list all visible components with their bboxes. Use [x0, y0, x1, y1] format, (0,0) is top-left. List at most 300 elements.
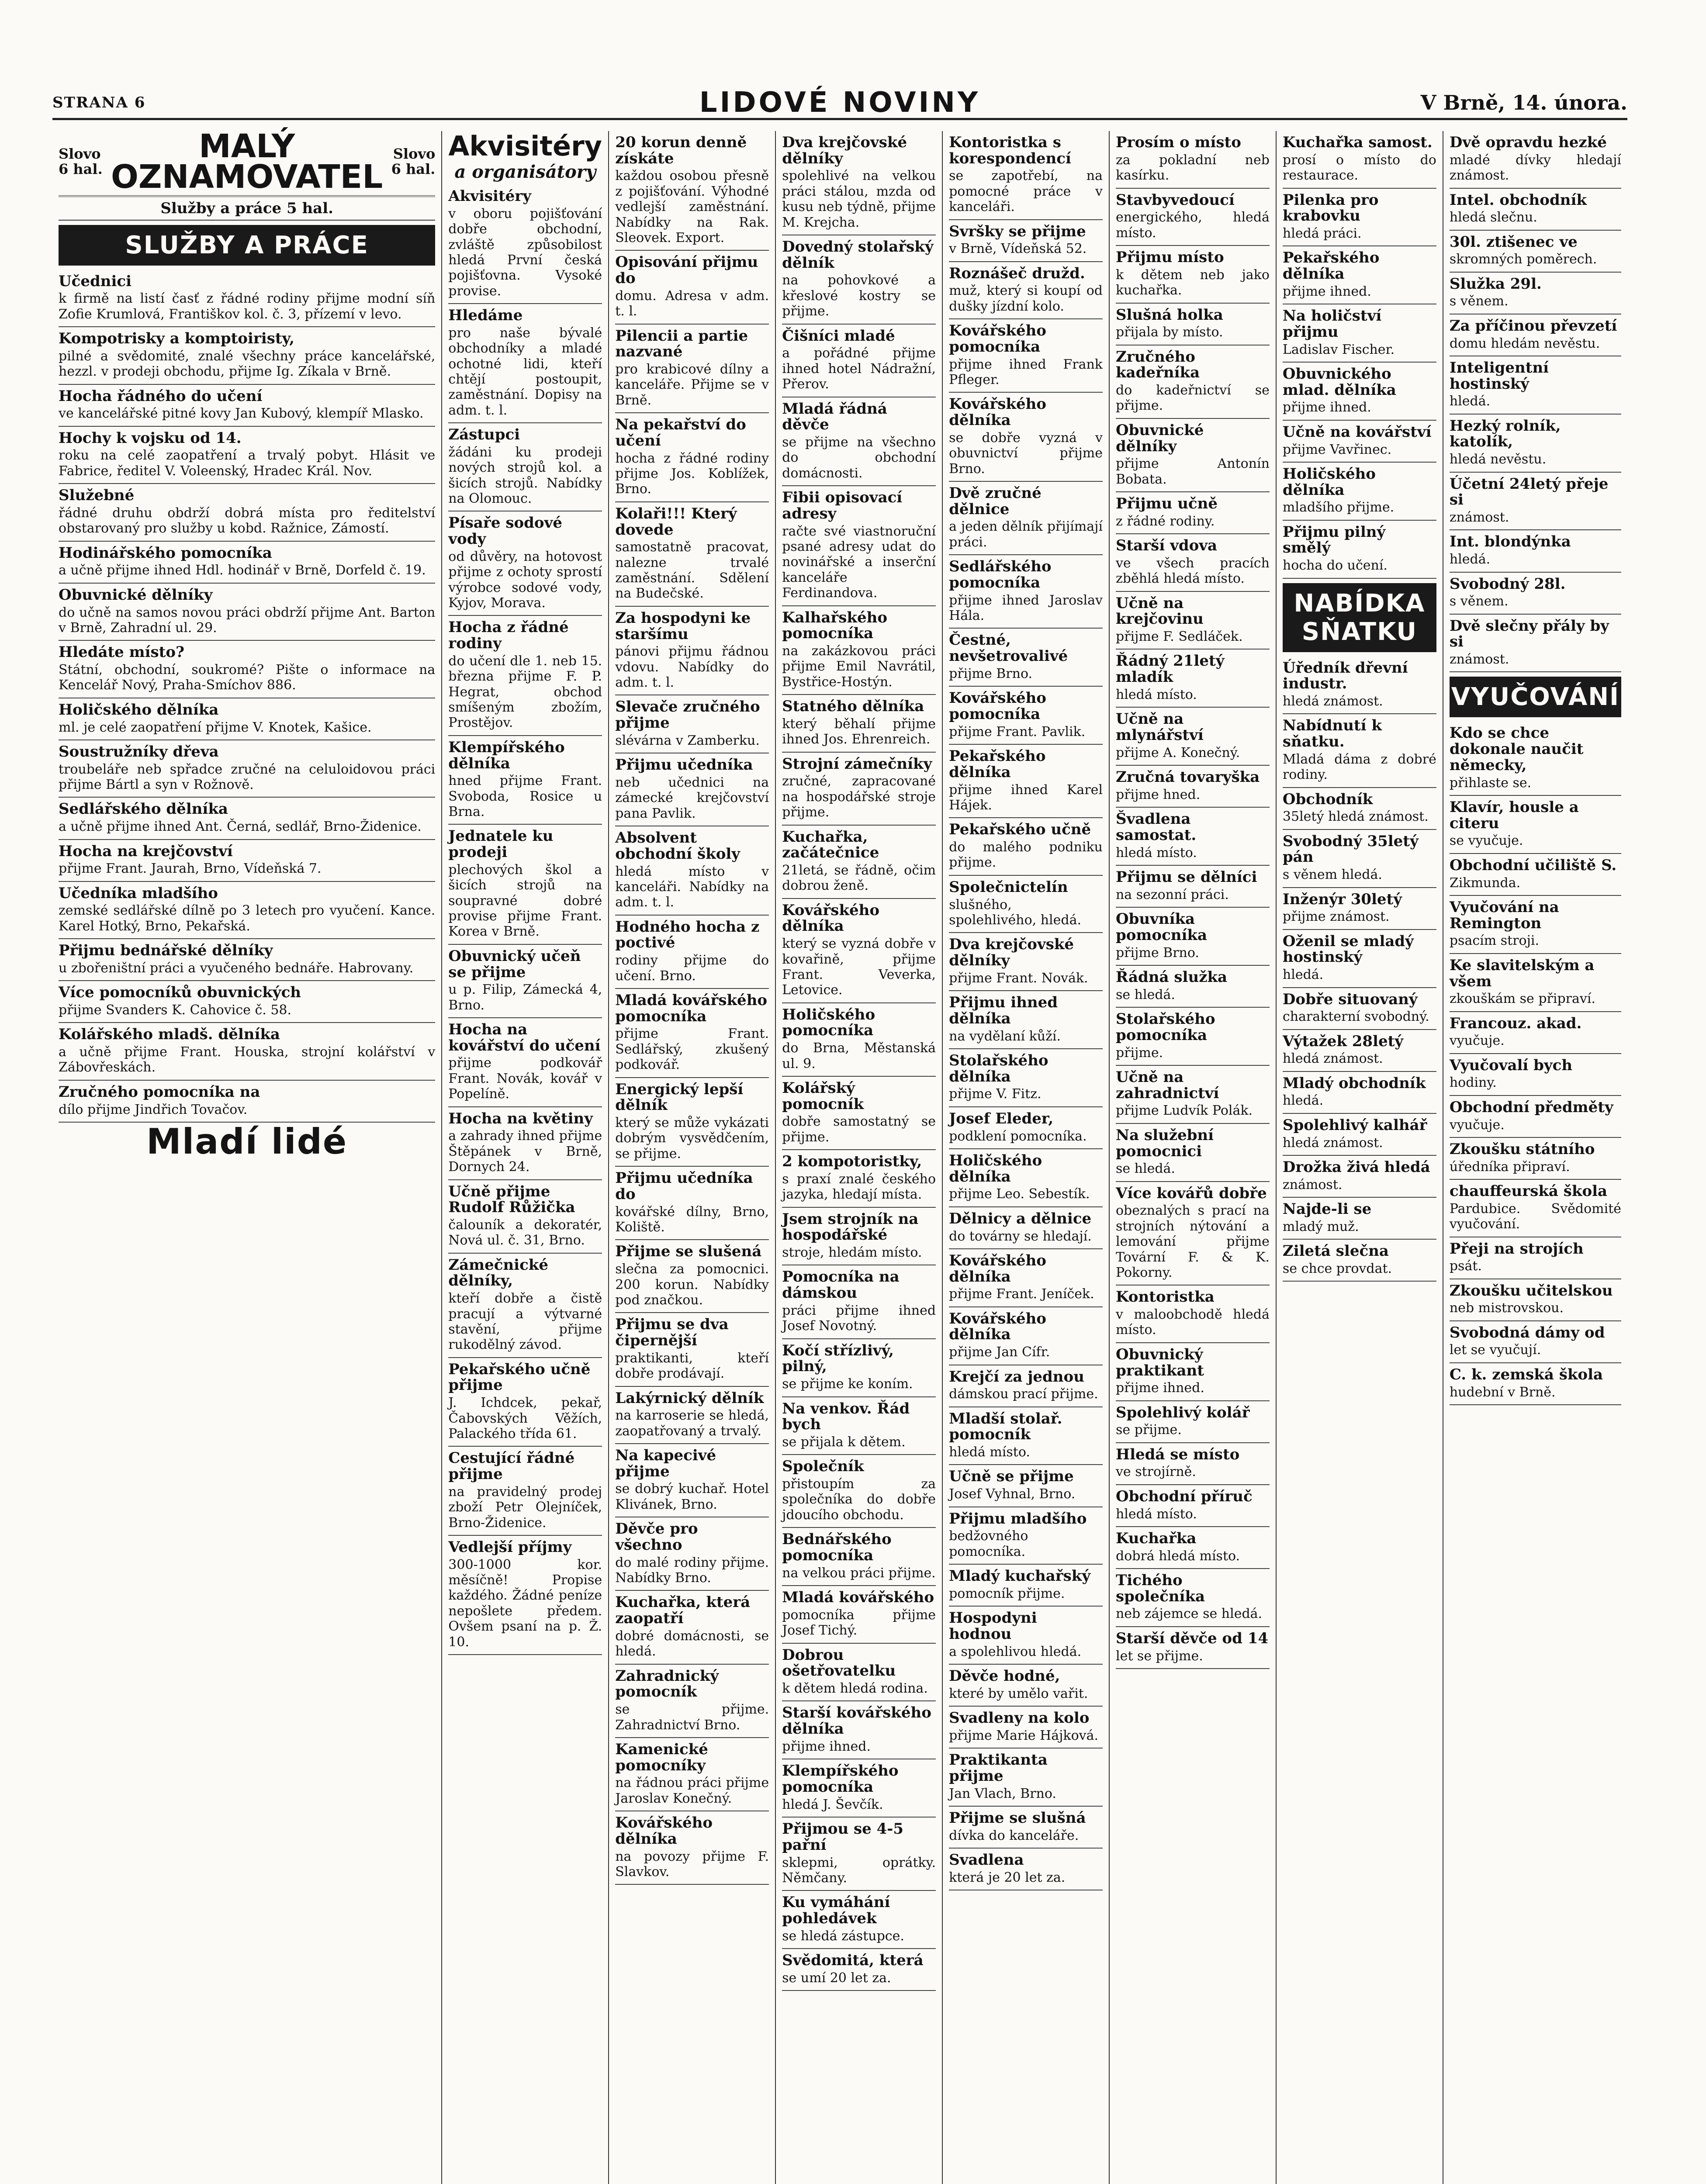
ad-heading: Kolářský pomocník	[782, 1079, 864, 1113]
ad-body: na sezonní práci.	[1115, 887, 1229, 902]
classified-ad	[949, 131, 1103, 220]
ad-heading: Čestné, nevšetrovalivé	[949, 631, 1068, 665]
ad-body: se přijme ke koním.	[782, 1376, 913, 1392]
ad-body: sklepmi, oprátky. Němčany.	[782, 1855, 936, 1886]
ad-body: dobré domácnosti, se hledá.	[615, 1628, 769, 1659]
classified-ad	[782, 1003, 936, 1077]
ad-heading: Klavír, housle a citeru	[1449, 798, 1579, 832]
ad-body: se hledá.	[1115, 987, 1175, 1002]
classified-ad	[1450, 796, 1621, 854]
classified-ad	[949, 482, 1103, 555]
classified-ad	[59, 1023, 435, 1081]
classified-ad	[448, 423, 602, 511]
ad-heading: 2 kompotoristky,	[782, 1153, 922, 1171]
classified-ad	[1450, 1096, 1621, 1138]
ad-body: přijme Brno.	[949, 666, 1033, 681]
classified-ad	[1116, 1008, 1270, 1066]
ad-body: přijme.	[1115, 1045, 1163, 1061]
ad-heading: Výtažek 28letý	[1282, 1032, 1404, 1050]
ad-body: mladšího přijme.	[1282, 500, 1395, 515]
ad-heading: Zručná tovaryška	[1115, 768, 1260, 786]
ad-heading: Svršky se přijme	[949, 222, 1086, 240]
classified-ad	[448, 304, 602, 423]
classified-ad	[1116, 1527, 1270, 1569]
ad-body: hledá.	[1449, 394, 1491, 409]
ad-body: zručné, zapracované na hospodářské stroje přijme.	[782, 774, 936, 820]
classified-ad	[1283, 521, 1436, 579]
ad-heading: Hledáme	[448, 307, 523, 325]
ad-body: pro krabicové dílny a kanceláře. Přijme se v Brně.	[615, 362, 769, 408]
classified-ad	[615, 1811, 769, 1885]
ad-columns	[52, 128, 1627, 2184]
ad-body: Mladá dáma z dobré rodiny.	[1282, 751, 1436, 783]
ad-body: který se vyzná dobře v kovařině, přijme Frant. Veverka, Letovice.	[782, 936, 936, 998]
ad-heading: Učně na zahradnictví	[1115, 1068, 1219, 1102]
classified-ad	[1283, 988, 1436, 1030]
classified-ad	[1116, 419, 1270, 492]
ad-body: dobrá hledá místo.	[1115, 1548, 1240, 1564]
ad-body: přijme ihned.	[1282, 283, 1371, 299]
ad-heading: Dva krejčovské dělníky	[949, 936, 1074, 970]
section-subtitle-akvisitery: a organisátory	[454, 162, 596, 182]
classified-ad	[782, 1586, 936, 1644]
classified-ad	[782, 695, 936, 753]
price-left: Slovo 6 hal.	[59, 145, 103, 178]
ad-body: se přijme na všechno do obchodní domácnosti.	[782, 434, 936, 481]
ad-body: s věnem.	[1449, 294, 1509, 309]
classified-ad	[1450, 1279, 1621, 1321]
ad-heading: Energický lepší dělník	[615, 1080, 744, 1114]
classified-ad	[1450, 1138, 1621, 1180]
classified-ad	[1116, 346, 1270, 419]
ad-body: se umí 20 let za.	[782, 1970, 891, 1986]
classified-ad	[949, 1249, 1103, 1307]
classified-ad	[448, 1536, 602, 1655]
ad-body: hledá známost.	[1282, 1051, 1383, 1067]
ad-heading: Spolehlivý kolář	[1115, 1403, 1250, 1421]
ad-heading: Obchodník	[1282, 790, 1373, 808]
classified-ad	[59, 740, 435, 798]
ad-heading: Dvě zručné dělnice	[949, 484, 1042, 518]
classified-ad	[1116, 246, 1270, 304]
classified-header	[59, 128, 436, 197]
ad-heading: Učednici	[59, 272, 132, 290]
ad-body: od důvěry, na hotovost přijme z ochoty sprostí výrobce sodové vody, Kyjov, Morava.	[448, 549, 602, 611]
column-5-ads	[949, 131, 1103, 1890]
ad-body: hned přijme Frant. Svoboda, Rosice u Brna.	[448, 773, 602, 820]
ad-body: a jeden dělník přijímají práci.	[949, 519, 1103, 550]
ad-body: stroje, hledám místo.	[782, 1245, 922, 1261]
ad-body: podklení pomocníka.	[949, 1128, 1087, 1144]
ad-body: přijme ihned Frank Pfleger.	[949, 356, 1103, 388]
ad-body: ml. je celé zaopatření přijme V. Knotek, Kašice.	[59, 719, 372, 735]
ad-body: J. Ichdcek, pekař, Čabovských Věžích, Palackého třída 61.	[448, 1395, 602, 1441]
ad-heading: Inženýr 30letý	[1282, 890, 1402, 908]
ad-body: u zbořeništní práci a vyučeného bednáře. Habrovany.	[59, 960, 414, 976]
ad-heading: Prosím o místo	[1115, 134, 1241, 151]
ad-heading: Hledá se místo	[1115, 1445, 1240, 1463]
classified-ad	[615, 1167, 769, 1240]
ad-body: hledá práci.	[1282, 225, 1362, 241]
ad-heading: Společnictelín	[949, 878, 1068, 896]
ad-body: do kadeřnictví se přijme.	[1115, 383, 1270, 414]
classified-ad	[1283, 657, 1436, 715]
ad-body: přihlaste se.	[1449, 775, 1532, 791]
classified-ad	[949, 319, 1103, 393]
column-5	[942, 131, 1109, 2184]
ad-body: řádné druhu obdrží dobrá místa pro ředitelství obstarovaný pro služby u kobd. Ražnice, Zámostí.	[59, 505, 436, 536]
ad-heading: Svadlena	[949, 1851, 1024, 1869]
column-3-ads	[615, 131, 769, 1885]
ad-heading: Slevače zručného přijme	[615, 698, 760, 732]
classified-ad	[1116, 131, 1270, 189]
ad-body: Státní, obchodní, soukromé? Pište o informace na Kencelář Nový, Praha-Smíchov 886.	[59, 662, 436, 693]
classified-ad	[949, 262, 1103, 320]
classified-ad	[1116, 1627, 1270, 1669]
ad-body: samostatně pracovat, nalezne trvalé zaměstnání. Sdělení na Budečské.	[615, 539, 769, 601]
classified-ad	[1116, 189, 1270, 246]
ad-body: račte své viastnoruční psané adresy udat do novinářské a inserční kanceláře Ferdinandova.	[782, 523, 936, 601]
classified-ad	[59, 981, 435, 1023]
ad-body: na zakázkovou práci přijme Emil Navrátil, Bystřice-Hostýn.	[782, 643, 936, 690]
issue-date: V Brně, 14. února.	[1420, 91, 1627, 114]
ad-heading: Obchodní příruč	[1115, 1487, 1253, 1505]
classified-ad	[1450, 573, 1621, 615]
ad-body: ve kancelářské pitné kovy Jan Kubový, klempíř Mlasko.	[59, 406, 424, 422]
ad-heading: Francouz. akad.	[1449, 1014, 1582, 1032]
classified-ad	[949, 555, 1103, 629]
ad-heading: Hospodyni hodnou	[949, 1609, 1037, 1643]
classified-ad	[782, 1701, 936, 1759]
classified-ad	[949, 745, 1103, 818]
ad-heading: Služka 29l.	[1449, 275, 1542, 293]
ad-body: přijme Marie Hájková.	[949, 1728, 1099, 1743]
classified-ad	[949, 1665, 1103, 1707]
classified-ad	[1116, 808, 1270, 866]
ad-heading: Pilencii a partie nazvané	[615, 327, 748, 361]
ad-body: přijme známost.	[1282, 909, 1390, 925]
ad-body: do učně na samos novou práci obdrží přijme Ant. Barton v Brně, Zahradní ul. 29.	[59, 605, 436, 636]
ad-heading: Na kapecivé přijme	[615, 1447, 716, 1480]
classified-ad	[949, 1307, 1103, 1365]
ad-body: Jan Vlach, Brno.	[949, 1786, 1056, 1801]
ad-heading: 30l. ztišenec ve	[1449, 233, 1578, 251]
ad-body: a spolehlivou hledá.	[949, 1644, 1082, 1659]
ad-body: energického, hledá místo.	[1115, 210, 1270, 241]
classified-ad	[59, 270, 435, 328]
classified-ad	[59, 385, 435, 427]
ad-body: kovářské dílny, Brno, Koliště.	[615, 1204, 769, 1235]
classified-title: MALÝ OZNAMOVATEL	[111, 128, 383, 196]
classified-ad	[615, 1078, 769, 1167]
ad-body: vyučuje.	[1449, 1117, 1505, 1133]
ad-body: se hledá.	[1115, 1161, 1175, 1177]
ad-body: muž, který si koupí od dušky jízdní kolo.	[949, 283, 1103, 314]
ad-heading: Hodinářského pomocníka	[59, 544, 272, 562]
ad-heading: Úředník dřevní industr.	[1282, 659, 1408, 693]
classified-ad	[1450, 189, 1621, 231]
ad-body: dívka do kanceláře.	[949, 1828, 1079, 1843]
classified-ad	[615, 1517, 769, 1591]
classified-ad	[59, 882, 435, 940]
classified-ad	[1450, 356, 1621, 415]
ad-body: do malé rodiny přijme. Nabídky Brno.	[615, 1555, 769, 1586]
ad-body: přijme ihned.	[1282, 400, 1371, 415]
ad-heading: Lakýrnický dělník	[615, 1389, 764, 1407]
classified-ad	[949, 1365, 1103, 1407]
ad-body: které by umělo vařit.	[949, 1686, 1088, 1701]
ad-heading: Klempířského dělníka	[448, 738, 565, 772]
classified-ad	[1283, 788, 1436, 830]
ad-body: hledá místo.	[949, 1444, 1030, 1460]
classified-ad	[1283, 930, 1436, 988]
classified-ad	[615, 1444, 769, 1517]
ad-heading: Pekařského dělníka	[949, 747, 1046, 781]
ad-body: hocha do učení.	[1282, 558, 1388, 574]
ad-heading: Vedlejší příjmy	[448, 1538, 572, 1556]
ad-heading: Hodného hocha z poctivé	[615, 918, 760, 952]
ad-heading: Josef Eleder,	[949, 1109, 1054, 1127]
ad-heading: Obuvníka pomocníka	[1115, 910, 1208, 944]
ad-heading: Kolářského mladš. dělníka	[59, 1026, 280, 1044]
ad-body: přijme A. Konečný.	[1115, 745, 1240, 760]
classified-ad	[615, 131, 769, 251]
ad-body: hledá nevěstu.	[1449, 452, 1547, 467]
classified-ad	[615, 695, 769, 753]
classified-ad	[782, 1528, 936, 1586]
ad-body: který běhalí přijme ihned Jos. Ehrenreich.	[782, 716, 936, 747]
ad-body: hledá.	[1282, 967, 1324, 983]
ad-heading: Holičského pomocníka	[782, 1006, 875, 1040]
ad-body: slečna za pomocnici. 200 korun. Nabídky pod značkou.	[615, 1261, 769, 1308]
ad-heading: Klempířského pomocníka	[782, 1762, 899, 1796]
ad-heading: Kočí střízlivý, pilný,	[782, 1341, 894, 1375]
ad-heading: Kovářského dělníka	[949, 395, 1046, 429]
ad-heading: Intel. obchodník	[1449, 191, 1587, 209]
ad-heading: Jsem strojník na hospodářské	[782, 1210, 919, 1244]
ad-heading: Mladší stolař. pomocník	[949, 1410, 1062, 1444]
ad-heading: Přijme se slušná	[949, 1809, 1086, 1827]
ad-body: dílo přijme Jindřich Tovačov.	[59, 1102, 248, 1117]
ad-heading: Švadlena samostat.	[1115, 810, 1197, 844]
ad-heading: Za příčinou převzetí	[1449, 317, 1617, 335]
classified-ad	[1283, 1240, 1436, 1282]
classified-ad	[782, 1208, 936, 1266]
classified-ad	[949, 1507, 1103, 1565]
classified-ad	[615, 502, 769, 607]
ad-heading: Obchodní učiliště S.	[1449, 856, 1617, 874]
ad-heading: Kuchařka samost.	[1282, 134, 1433, 151]
classified-ad	[615, 1738, 769, 1811]
ad-body: na povozy přijme F. Slavkov.	[615, 1849, 769, 1880]
column-3	[608, 131, 775, 2184]
ad-heading: Zručného pomocníka na	[59, 1083, 260, 1101]
ad-heading: Hezký rolník, katolík,	[1449, 417, 1561, 451]
ad-body: přijme Frant. Jeníček.	[949, 1286, 1094, 1302]
classified-ad	[782, 235, 936, 325]
ad-heading: Písaře sodové vody	[448, 514, 562, 548]
ad-body: úředníka připraví.	[1449, 1159, 1570, 1175]
ad-body: pomocník přijme.	[949, 1586, 1065, 1601]
ad-heading: Hocha na květiny	[448, 1109, 593, 1127]
ad-heading: Kuchařka, která zaopatří	[615, 1593, 751, 1628]
ad-heading: Kovářského dělníka	[782, 901, 880, 935]
ad-heading: Ke slavitelským a všem	[1449, 956, 1595, 990]
ad-body: 35letý hledá známost.	[1282, 809, 1429, 825]
ad-body: se dobrý kuchař. Hotel Klivánek, Brno.	[615, 1481, 769, 1512]
ad-body: hledá slečnu.	[1449, 210, 1537, 225]
ad-body: na velkou práci přijme.	[782, 1565, 936, 1581]
ad-heading: Zručného kadeřníka	[1115, 348, 1200, 382]
ad-body: přijme podkovář Frant. Novák, kovář v Popelíně.	[448, 1055, 602, 1102]
classified-ad	[1116, 1286, 1270, 1343]
ad-heading: Přijmu se dva čipernější	[615, 1316, 729, 1350]
classified-ad	[448, 1358, 602, 1447]
classified-ad	[1283, 463, 1436, 521]
classified-ad	[59, 327, 435, 385]
ad-heading: Dvě slečny přály by si	[1449, 617, 1609, 651]
ad-heading: Přijmu učedníka do	[615, 1169, 753, 1203]
ad-body: přijme Frant. Pavlik.	[949, 724, 1086, 740]
ad-heading: Obuvnický praktikant	[1115, 1345, 1204, 1379]
classified-ad	[1116, 1124, 1270, 1182]
classified-ad	[615, 325, 769, 414]
ad-body: přijme F. Sedláček.	[1115, 629, 1243, 645]
ad-body: v Brně, Vídeňská 52.	[949, 241, 1087, 257]
ad-body: do učení dle 1. neb 15. března přijme F. P. Hegrat, obchod smíšeným zbožím, Prostějov.	[448, 653, 602, 731]
classified-ad	[1116, 1443, 1270, 1485]
ad-body: do malého podniku přijme.	[949, 840, 1103, 871]
ad-body: Ladislav Fischer.	[1282, 342, 1395, 357]
ad-body: dobře samostatný se přijme.	[782, 1114, 936, 1145]
classified-ad	[949, 933, 1103, 991]
ad-heading: Najde-li se	[1282, 1200, 1372, 1218]
classified-ad	[1283, 1198, 1436, 1240]
ad-heading: Tichého společníka	[1115, 1572, 1205, 1605]
ad-heading: Hledáte místo?	[59, 643, 184, 661]
ad-body: vyučuje.	[1449, 1033, 1505, 1049]
ad-heading: Starší děvče od 14	[1115, 1629, 1269, 1647]
ad-heading: Praktikanta přijme	[949, 1751, 1048, 1785]
ad-body: přijme Ludvík Polák.	[1115, 1103, 1253, 1119]
ad-body: neb učednici na zámecké krejčovství pana Pavlik.	[615, 774, 769, 821]
classified-ad	[949, 1607, 1103, 1665]
ad-heading: Bednářského pomocníka	[782, 1531, 892, 1564]
classified-ad	[1116, 1066, 1270, 1124]
ad-heading: Kdo se chce dokonale naučit německy,	[1449, 724, 1584, 774]
classified-ad	[949, 393, 1103, 482]
classified-ad	[59, 939, 435, 981]
classified-ad	[615, 753, 769, 826]
classified-ad	[949, 629, 1103, 687]
classified-ad	[949, 1707, 1103, 1749]
classified-ad	[1450, 314, 1621, 356]
classified-ad	[949, 818, 1103, 876]
classified-ad	[1283, 189, 1436, 247]
ad-body: známost.	[1282, 1177, 1343, 1192]
ad-heading: Řádný 21letý mladík	[1115, 652, 1225, 686]
ad-body: přijme ihned Jaroslav Hála.	[949, 592, 1103, 624]
ad-heading: Přijmu pilný smělý	[1282, 523, 1386, 557]
classified-ad	[615, 989, 769, 1078]
ad-body: přijme Vavřinec.	[1282, 442, 1392, 457]
ad-body: a učně přijme Frant. Houska, strojní kolářství v Zábovřeskách.	[59, 1044, 436, 1075]
classified-ad	[59, 698, 435, 740]
ad-body: pánovi přijmu řádnou vdovu. Nabídky do adm. t. l.	[615, 644, 769, 691]
ad-body: a učně přijme ihned Hdl. hodinář v Brně, Dorfeld č. 19.	[59, 563, 426, 578]
section-title-akvisitery: Akvisitéry	[448, 130, 602, 162]
ad-heading: Stolařského pomocníka	[1115, 1010, 1215, 1044]
ad-heading: Kovářského dělníka	[949, 1251, 1046, 1286]
classified-ad	[1283, 1114, 1436, 1156]
classified-ad	[782, 1891, 936, 1949]
ad-body: čalouník a dekoratér, Nová ul. č. 31, Brno.	[448, 1217, 602, 1248]
classified-ad	[1450, 231, 1621, 273]
ad-body: se chce provdat.	[1282, 1261, 1392, 1276]
ad-body: žádáni ku prodeji nových strojů kol. a šicích strojů. Nabídky na Olomouc.	[448, 444, 602, 507]
ad-heading: Čišníci mladé	[782, 327, 895, 345]
ad-body: hledá.	[1282, 1093, 1324, 1109]
classified-ad	[782, 899, 936, 1003]
ad-body: na vydělaní kůží.	[949, 1028, 1061, 1044]
classified-ad	[1116, 766, 1270, 808]
classified-ad	[448, 1254, 602, 1358]
ad-heading: Absolvent obchodní školy	[615, 829, 741, 863]
ad-body: přijme ihned.	[782, 1738, 871, 1754]
ad-heading: Přeji na strojích	[1449, 1240, 1584, 1258]
column-6	[1109, 131, 1276, 2184]
ad-heading: Kalhařského pomocníka	[782, 608, 888, 643]
ad-heading: Pilenka pro krabovku	[1282, 191, 1379, 225]
ad-heading: Starší vdova	[1115, 537, 1218, 555]
ad-body: práci přijme ihned Josef Novotný.	[782, 1303, 936, 1334]
ad-heading: Kuchařka, začátečnice	[782, 828, 879, 862]
classified-ad	[949, 1749, 1103, 1807]
classified-ad	[615, 1313, 769, 1386]
ad-body: a učně přijme ihned Ant. Černá, sedlář, Brno-Židenice.	[59, 819, 422, 835]
ad-body: k dětem neb jako kuchařka.	[1115, 267, 1270, 298]
ad-body: mladé dívky hledají známost.	[1449, 152, 1621, 183]
classified-ad	[1450, 131, 1621, 189]
ad-heading: Zahradnický pomocník	[615, 1667, 719, 1701]
classified-ad	[615, 826, 769, 916]
ad-heading: Mladý obchodník	[1282, 1074, 1426, 1092]
classified-ad	[1116, 592, 1270, 650]
ad-heading: Učně na krejčovinu	[1115, 594, 1204, 628]
ad-body: hledá místo v kanceláři. Nabídky na adm. t. l.	[615, 864, 769, 910]
ad-heading: Kovářského dělníka	[949, 1310, 1046, 1344]
classified-ad	[782, 325, 936, 397]
ad-body: na řádnou práci přijme Jaroslav Konečný.	[615, 1775, 769, 1806]
ad-body: Zikmunda.	[1449, 875, 1521, 891]
ad-heading: Přijmu bednářské dělníky	[59, 942, 273, 960]
ad-body: se vyučuje.	[1449, 833, 1523, 849]
ad-body: psacím stroji.	[1449, 933, 1539, 949]
classified-ad	[1283, 1030, 1436, 1072]
ad-heading: Cestující řádné přijme	[448, 1449, 575, 1483]
ad-body: slévárna v Zamberku.	[615, 733, 760, 748]
ad-body: hledá známost.	[1282, 694, 1383, 709]
ad-body: hledá J. Ševčík.	[782, 1797, 883, 1812]
ad-heading: Hocha z řádné rodiny	[448, 619, 569, 653]
classified-ad	[448, 945, 602, 1018]
ad-body: se přijala k dětem.	[782, 1434, 906, 1450]
classified-ad	[1450, 1363, 1621, 1405]
classified-ad	[615, 1591, 769, 1664]
ad-body: Josef Vyhnal, Brno.	[949, 1486, 1076, 1502]
ad-heading: Přijmou se 4-5 pařní	[782, 1820, 904, 1854]
ad-heading: Dvě opravdu hezké	[1449, 134, 1607, 151]
